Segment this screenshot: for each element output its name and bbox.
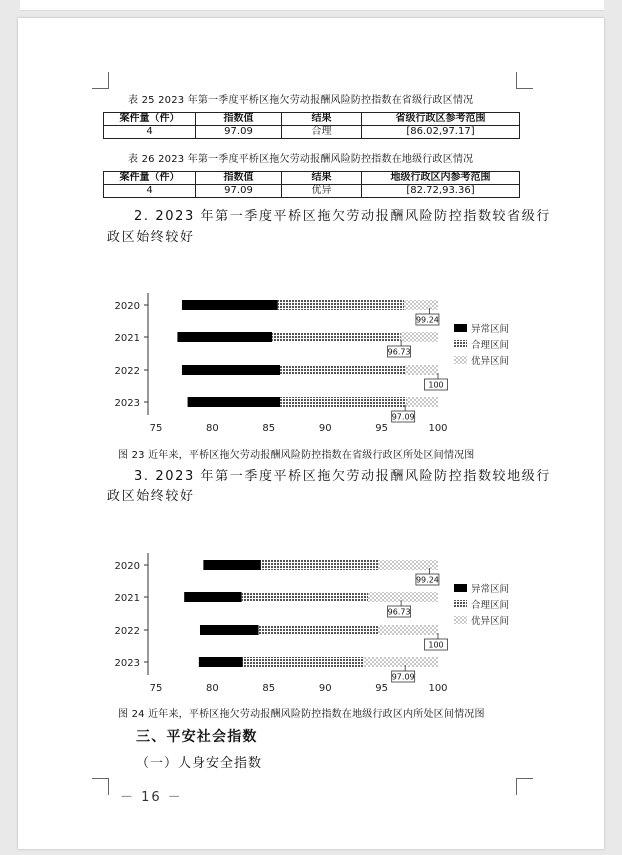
- bar-reasonable: [242, 592, 368, 602]
- bar-reasonable: [272, 332, 401, 342]
- crop-mark-top-right: [516, 72, 533, 89]
- x-tick-label: 85: [262, 683, 276, 694]
- data-label: 100: [428, 640, 444, 650]
- table-26-caption: 表 26 2023 年第一季度平桥区拖欠劳动报酬风险防控指数在地级行政区情况: [128, 154, 474, 165]
- bar-excellent: [405, 365, 438, 375]
- x-tick-label: 95: [375, 423, 388, 434]
- bar-reasonable: [243, 657, 364, 667]
- legend-label: 异常区间: [471, 324, 510, 335]
- table-header: 省级行政区参考范围: [362, 113, 520, 126]
- bar-abnormal: [188, 397, 280, 407]
- table-header: 地级行政区内参考范围: [362, 172, 520, 185]
- x-tick-label: 80: [206, 683, 219, 694]
- y-tick-label: 2022: [114, 626, 140, 637]
- table-header: 结果: [282, 113, 362, 126]
- y-tick-label: 2022: [114, 366, 140, 377]
- data-label: 100: [428, 380, 444, 390]
- x-tick-label: 90: [318, 683, 332, 694]
- legend-label: 异常区间: [471, 584, 510, 595]
- figure-24-caption: 图 24 近年来，平桥区拖欠劳动报酬风险防控指数在地级行政区内所处区间情况图: [118, 709, 485, 720]
- x-tick-label: 95: [375, 683, 388, 694]
- bar-excellent: [401, 332, 438, 342]
- bar-reasonable: [280, 365, 405, 375]
- table-cell: [86.02,97.17]: [362, 126, 520, 139]
- table-26: [103, 171, 520, 198]
- table-25-caption: 表 25 2023 年第一季度平桥区拖欠劳动报酬风险防控指数在省级行政区情况: [128, 95, 474, 106]
- x-tick-label: 85: [262, 423, 276, 434]
- data-label: 99.24: [415, 315, 439, 325]
- table-cell: 4: [104, 126, 196, 139]
- table-header: 指数值: [196, 172, 282, 185]
- paragraph-3-line-2: 政区始终较好: [107, 489, 195, 504]
- x-tick-label: 75: [149, 423, 163, 434]
- bar-abnormal: [203, 560, 261, 570]
- crop-mark-bottom-left: [92, 778, 109, 795]
- table-cell: 优异: [282, 185, 362, 198]
- table-cell: 97.09: [196, 185, 282, 198]
- chart-23: [100, 285, 530, 435]
- figure-23-caption: 图 23 近年来，平桥区拖欠劳动报酬风险防控指数在省级行政区所处区间情况图: [118, 450, 475, 461]
- data-label: 96.73: [387, 607, 411, 617]
- data-label: 99.24: [415, 575, 439, 585]
- legend-swatch: [454, 340, 467, 348]
- legend-swatch: [454, 324, 467, 332]
- data-label: 97.09: [391, 412, 415, 422]
- y-tick-label: 2020: [114, 301, 140, 312]
- legend-label: 优异区间: [471, 356, 510, 367]
- bar-abnormal: [184, 592, 242, 602]
- y-tick-label: 2023: [114, 658, 140, 669]
- data-label: 97.09: [391, 672, 415, 682]
- bar-excellent: [368, 592, 438, 602]
- bar-excellent: [406, 397, 438, 407]
- table-cell: 4: [104, 185, 196, 198]
- table-header: 指数值: [196, 113, 282, 126]
- x-tick-label: 90: [318, 423, 332, 434]
- x-tick-label: 75: [149, 683, 163, 694]
- legend-swatch: [454, 356, 467, 364]
- legend-swatch: [454, 584, 467, 592]
- y-tick-label: 2021: [114, 333, 140, 344]
- bar-abnormal: [182, 365, 280, 375]
- paragraph-3-line-1: 3. 2023 年第一季度平桥区拖欠劳动报酬风险防控指数较地级行: [134, 469, 551, 484]
- y-tick-label: 2020: [114, 561, 140, 572]
- crop-mark-bottom-right: [516, 778, 533, 795]
- section-heading: 三、平安社会指数: [136, 729, 258, 745]
- legend-label: 优异区间: [471, 616, 510, 627]
- y-tick-label: 2021: [114, 593, 140, 604]
- bar-reasonable: [261, 560, 378, 570]
- table-cell: 97.09: [196, 126, 282, 139]
- legend-swatch: [454, 600, 467, 608]
- bar-reasonable: [280, 397, 406, 407]
- bar-abnormal: [182, 300, 278, 310]
- bar-abnormal: [177, 332, 272, 342]
- chart-24: [100, 545, 530, 695]
- x-tick-label: 100: [428, 683, 448, 694]
- data-label: 96.73: [387, 347, 411, 357]
- table-25: [103, 112, 520, 139]
- legend-swatch: [454, 616, 467, 624]
- legend-label: 合理区间: [471, 600, 510, 611]
- table-cell: 合理: [282, 126, 362, 139]
- page-number: － 16 －: [120, 790, 183, 805]
- paragraph-2-line-1: 2. 2023 年第一季度平桥区拖欠劳动报酬风险防控指数较省级行: [134, 209, 551, 224]
- bar-reasonable: [259, 625, 379, 635]
- bar-reasonable: [278, 300, 404, 310]
- table-header: 案件量（件）: [104, 172, 196, 185]
- bar-excellent: [364, 657, 438, 667]
- paragraph-2-line-2: 政区始终较好: [107, 230, 195, 245]
- x-tick-label: 80: [206, 423, 219, 434]
- x-tick-label: 100: [428, 423, 448, 434]
- table-header: 案件量（件）: [104, 113, 196, 126]
- crop-mark-top-left: [92, 72, 109, 89]
- y-tick-label: 2023: [114, 398, 140, 409]
- previous-page-edge: [20, 0, 604, 11]
- bar-excellent: [404, 300, 438, 310]
- bar-abnormal: [200, 625, 259, 635]
- table-cell: [82.72,93.36]: [362, 185, 520, 198]
- legend-label: 合理区间: [471, 340, 510, 351]
- bar-abnormal: [199, 657, 243, 667]
- table-header: 结果: [282, 172, 362, 185]
- bar-excellent: [378, 625, 438, 635]
- subsection-heading: （一）人身安全指数: [136, 756, 263, 771]
